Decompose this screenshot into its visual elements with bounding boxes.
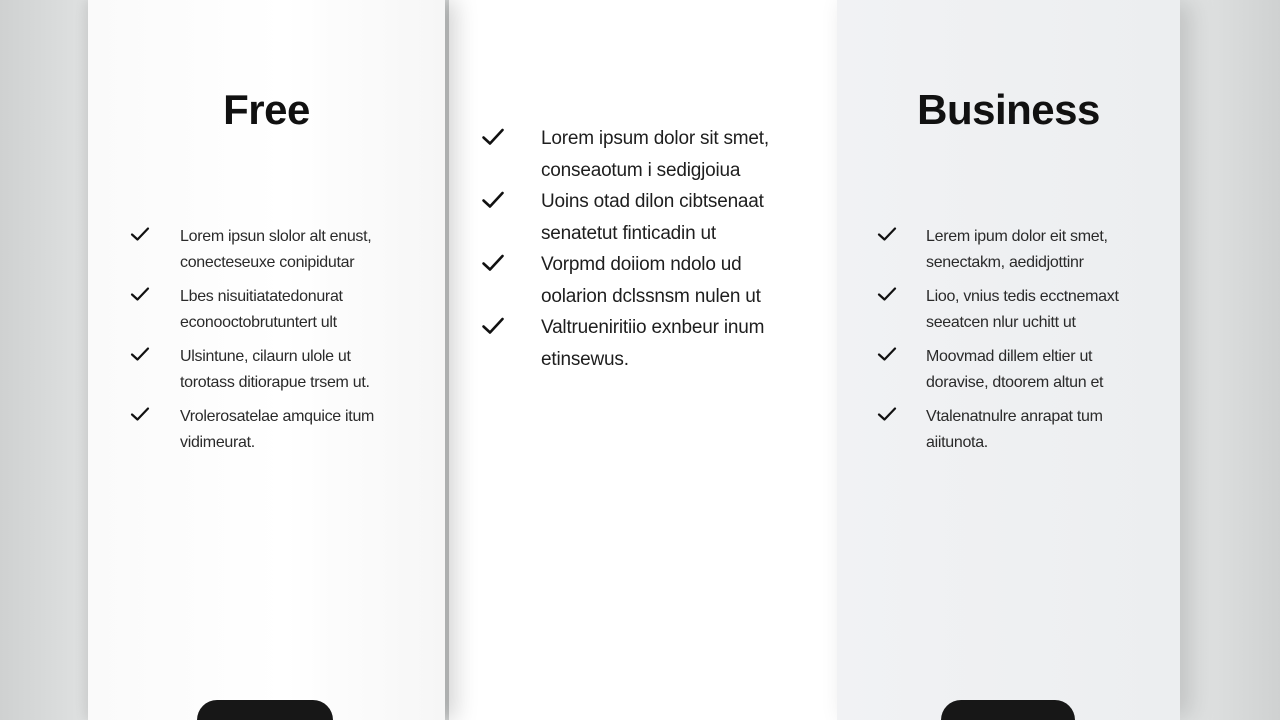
feature-text: Lorem ipsun slolor alt enust, bbox=[180, 228, 372, 245]
feature-item bbox=[130, 224, 374, 276]
feature-text: conseaotum i sedigjoiua bbox=[541, 159, 741, 181]
feature-text: doravise, dtoorem altun et bbox=[926, 374, 1104, 391]
check-icon bbox=[130, 286, 150, 302]
feature-text: Vorpmd doiiom ndolo ud bbox=[541, 254, 742, 275]
plan-title-free: Free bbox=[223, 86, 310, 133]
feature-text: econooctobrutuntert ult bbox=[180, 314, 337, 331]
plan-card-free bbox=[88, 0, 445, 720]
feature-text: Lerem ipum dolor eit smet, bbox=[926, 228, 1108, 245]
feature-text: Vrolerosatelae amquice itum bbox=[180, 408, 375, 425]
check-icon bbox=[130, 406, 150, 422]
feature-item bbox=[130, 404, 374, 456]
feature-item bbox=[130, 284, 374, 336]
feature-text: Vtalenatnulre anrapat tum bbox=[926, 408, 1103, 425]
feature-text: Moovmad dillem eltier ut bbox=[926, 348, 1093, 365]
feature-text: torotass ditiorapue trsem ut. bbox=[180, 374, 370, 391]
check-icon bbox=[877, 346, 897, 362]
check-icon bbox=[481, 253, 505, 273]
check-icon bbox=[130, 346, 150, 362]
feature-text: Ulsintune, cilaurn ulole ut bbox=[180, 348, 351, 365]
check-icon bbox=[481, 127, 505, 147]
feature-text: senatetut finticadin ut bbox=[541, 222, 716, 244]
check-icon bbox=[877, 226, 897, 242]
free-plan-button[interactable] bbox=[197, 700, 333, 720]
plan-card-middle bbox=[449, 0, 837, 720]
feature-list-middle bbox=[481, 123, 769, 375]
feature-text: oolarion dclssnsm nulen ut bbox=[541, 285, 761, 307]
feature-text: conecteseuxe conipidutar bbox=[180, 254, 355, 271]
feature-text: Valtrueniritiio exnbeur inum bbox=[541, 317, 765, 338]
check-icon bbox=[130, 226, 150, 242]
feature-item bbox=[481, 123, 769, 186]
check-icon bbox=[481, 190, 505, 210]
check-icon bbox=[877, 286, 897, 302]
feature-item bbox=[877, 224, 1119, 276]
feature-text: seeatcen nlur uchitt ut bbox=[926, 314, 1076, 331]
feature-text: Lioo, vnius tedis ecctnemaxt bbox=[926, 288, 1119, 305]
feature-text: etinsewus. bbox=[541, 348, 629, 370]
feature-item bbox=[877, 404, 1119, 456]
feature-text: senectakm, aedidjottinr bbox=[926, 254, 1084, 271]
plan-card-business bbox=[837, 0, 1180, 720]
feature-text: vidimeurat. bbox=[180, 434, 255, 451]
check-icon bbox=[877, 406, 897, 422]
feature-list-free bbox=[130, 224, 374, 464]
feature-text: Uoins otad dilon cibtsenaat bbox=[541, 191, 764, 212]
plan-title-business: Business bbox=[917, 86, 1100, 133]
feature-item bbox=[877, 284, 1119, 336]
feature-list-business bbox=[877, 224, 1119, 464]
feature-item bbox=[877, 344, 1119, 396]
check-icon bbox=[481, 316, 505, 336]
feature-item bbox=[481, 312, 769, 375]
feature-text: aiitunota. bbox=[926, 434, 988, 451]
feature-item bbox=[481, 249, 769, 312]
feature-text: Lbes nisuitiatatedonurat bbox=[180, 288, 343, 305]
business-plan-button[interactable] bbox=[941, 700, 1075, 720]
feature-item bbox=[130, 344, 374, 396]
feature-item bbox=[481, 186, 769, 249]
feature-text: Lorem ipsum dolor sit smet, bbox=[541, 128, 769, 149]
